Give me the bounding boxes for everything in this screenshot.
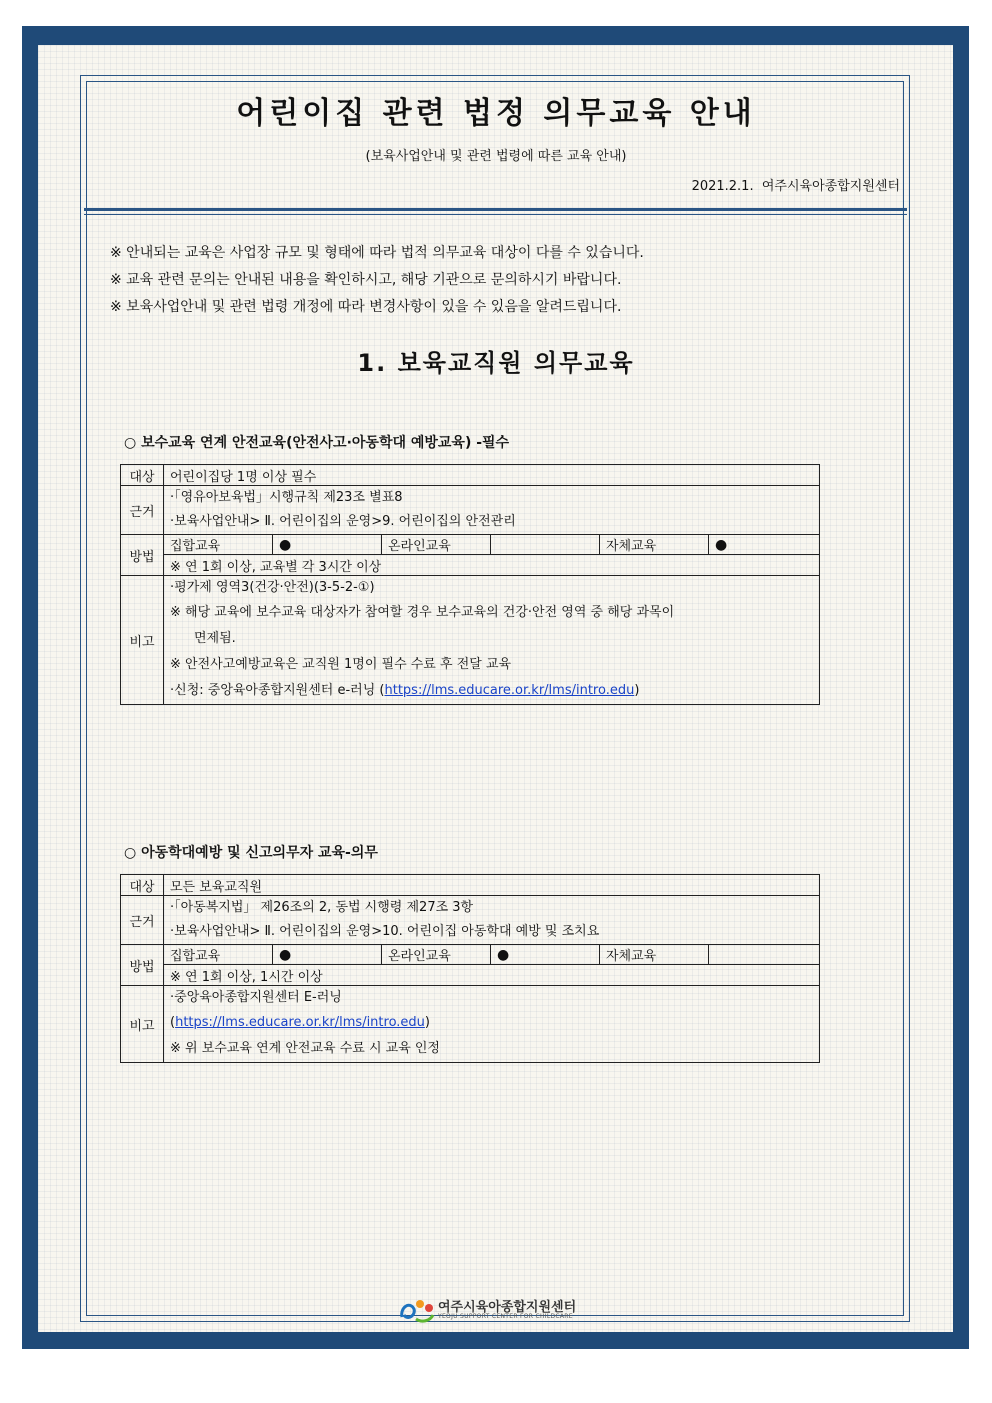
method-label: 방법 — [121, 945, 164, 986]
link-prefix: ( — [170, 1015, 176, 1030]
basis-line: ·보육사업안내> Ⅱ. 어린이집의 운영>10. 어린이집 아동학대 예방 및 조치요 — [170, 924, 600, 939]
edu1-basis — [164, 486, 820, 535]
logo-text: 여주시육아종합지원센터 — [438, 1300, 577, 1315]
table-row — [121, 896, 820, 945]
target-label: 대상 — [121, 465, 164, 486]
remark-line: ※ 안전사고예방교육은 교직원 1명이 필수 수료 후 전달 교육 — [170, 657, 512, 672]
apply-suffix: ) — [634, 683, 640, 698]
table-row — [121, 555, 820, 576]
section-title: 1. 보육교직원 의무교육 — [357, 349, 635, 377]
remark-line: ·중앙육아종합지원센터 E-러닝 — [170, 990, 342, 1005]
basis-line: ·보육사업안내> Ⅱ. 어린이집의 운영>9. 어린이집의 안전관리 — [170, 514, 516, 529]
edu1-target: 어린이집당 1명 이상 필수 — [164, 465, 820, 486]
elearning-link[interactable]: https://lms.educare.or.kr/lms/intro.edu — [384, 683, 635, 698]
edu1-heading: ○ 보수교육 연계 안전교육(안전사고·아동학대 예방교육) -필수 — [124, 435, 510, 451]
basis-line: ·「아동복지법」 제26조의 2, 동법 시행령 제27조 3항 — [170, 900, 474, 915]
self-label: 자체교육 — [600, 945, 709, 965]
date-line — [692, 175, 900, 194]
remark-line: ※ 해당 교육에 보수교육 대상자가 참여할 경우 보수교육의 건강·안전 영역 중 해당 과목이 — [170, 605, 675, 620]
table-row — [121, 945, 820, 965]
remarks-label: 비고 — [121, 986, 164, 1063]
link-suffix: ) — [424, 1015, 430, 1030]
page-title: 어린이집 관련 법정 의무교육 안내 — [236, 96, 756, 131]
group-label: 집합교육 — [164, 945, 273, 965]
logo-subtext: YEOJU SUPPORT CENTER FOR CHILDCARE — [438, 1313, 573, 1320]
edu1-table — [120, 464, 820, 705]
edu2-method-note: ※ 연 1회 이상, 1시간 이상 — [164, 965, 820, 986]
table-row — [121, 486, 820, 535]
elearning-link[interactable]: https://lms.educare.or.kr/lms/intro.edu — [175, 1015, 425, 1030]
date: 2021.2.1. — [691, 179, 754, 194]
target-label: 대상 — [121, 875, 164, 896]
remark-line: ※ 위 보수교육 연계 안전교육 수료 시 교육 인정 — [170, 1041, 440, 1056]
edu2-basis — [164, 896, 820, 945]
remarks-label: 비고 — [121, 576, 164, 705]
organization: 여주시육아종합지원센터 — [761, 179, 900, 194]
online-check — [491, 535, 600, 555]
apply-line — [170, 678, 813, 704]
table-row — [121, 875, 820, 896]
edu1-method-note: ※ 연 1회 이상, 교육별 각 3시간 이상 — [164, 555, 820, 576]
online-label: 온라인교육 — [382, 945, 491, 965]
group-check: ● — [273, 945, 382, 965]
remark-line: ·평가제 영역3(건강·안전)(3-5-2-①) — [170, 580, 375, 595]
notice-item: ※ 안내되는 교육은 사업장 규모 및 형태에 따라 법적 의무교육 대상이 다를 수 있습니다. — [110, 245, 644, 261]
notice-item: ※ 교육 관련 문의는 안내된 내용을 확인하시고, 해당 기관으로 문의하시기 바랍니다. — [110, 272, 622, 288]
table-row — [121, 535, 820, 555]
apply-prefix: ·신청: 중앙육아종합지원센터 e-러닝 ( — [170, 683, 385, 698]
table-row — [121, 965, 820, 986]
edu1-remarks — [164, 576, 820, 705]
header-divider — [84, 208, 907, 211]
edu2-target: 모든 보육교직원 — [164, 875, 820, 896]
table-row — [121, 465, 820, 486]
notice-list — [110, 240, 644, 321]
edu2-table — [120, 874, 820, 1063]
link-line — [170, 1010, 813, 1036]
group-label: 집합교육 — [164, 535, 273, 555]
basis-label: 근거 — [121, 896, 164, 945]
online-label: 온라인교육 — [382, 535, 491, 555]
self-check: ● — [709, 535, 820, 555]
edu2-remarks — [164, 986, 820, 1063]
basis-line: ·「영유아보육법」시행규칙 제23조 별표8 — [170, 490, 403, 505]
group-check: ● — [273, 535, 382, 555]
remark-line: 면제됨. — [194, 631, 236, 646]
logo-mark-icon — [398, 1295, 436, 1325]
header-divider-thin — [84, 214, 907, 215]
self-label: 자체교육 — [600, 535, 709, 555]
notice-item: ※ 보육사업안내 및 관련 법령 개정에 따라 변경사항이 있을 수 있음을 알려드립니다. — [110, 299, 622, 315]
table-row — [121, 986, 820, 1063]
basis-label: 근거 — [121, 486, 164, 535]
online-check: ● — [491, 945, 600, 965]
edu2-heading: ○ 아동학대예방 및 신고의무자 교육-의무 — [124, 845, 378, 861]
self-check — [709, 945, 820, 965]
table-row — [121, 576, 820, 705]
method-label: 방법 — [121, 535, 164, 576]
center-logo — [398, 1295, 594, 1325]
page-subtitle: (보육사업안내 및 관련 법령에 따른 교육 안내) — [365, 149, 627, 164]
